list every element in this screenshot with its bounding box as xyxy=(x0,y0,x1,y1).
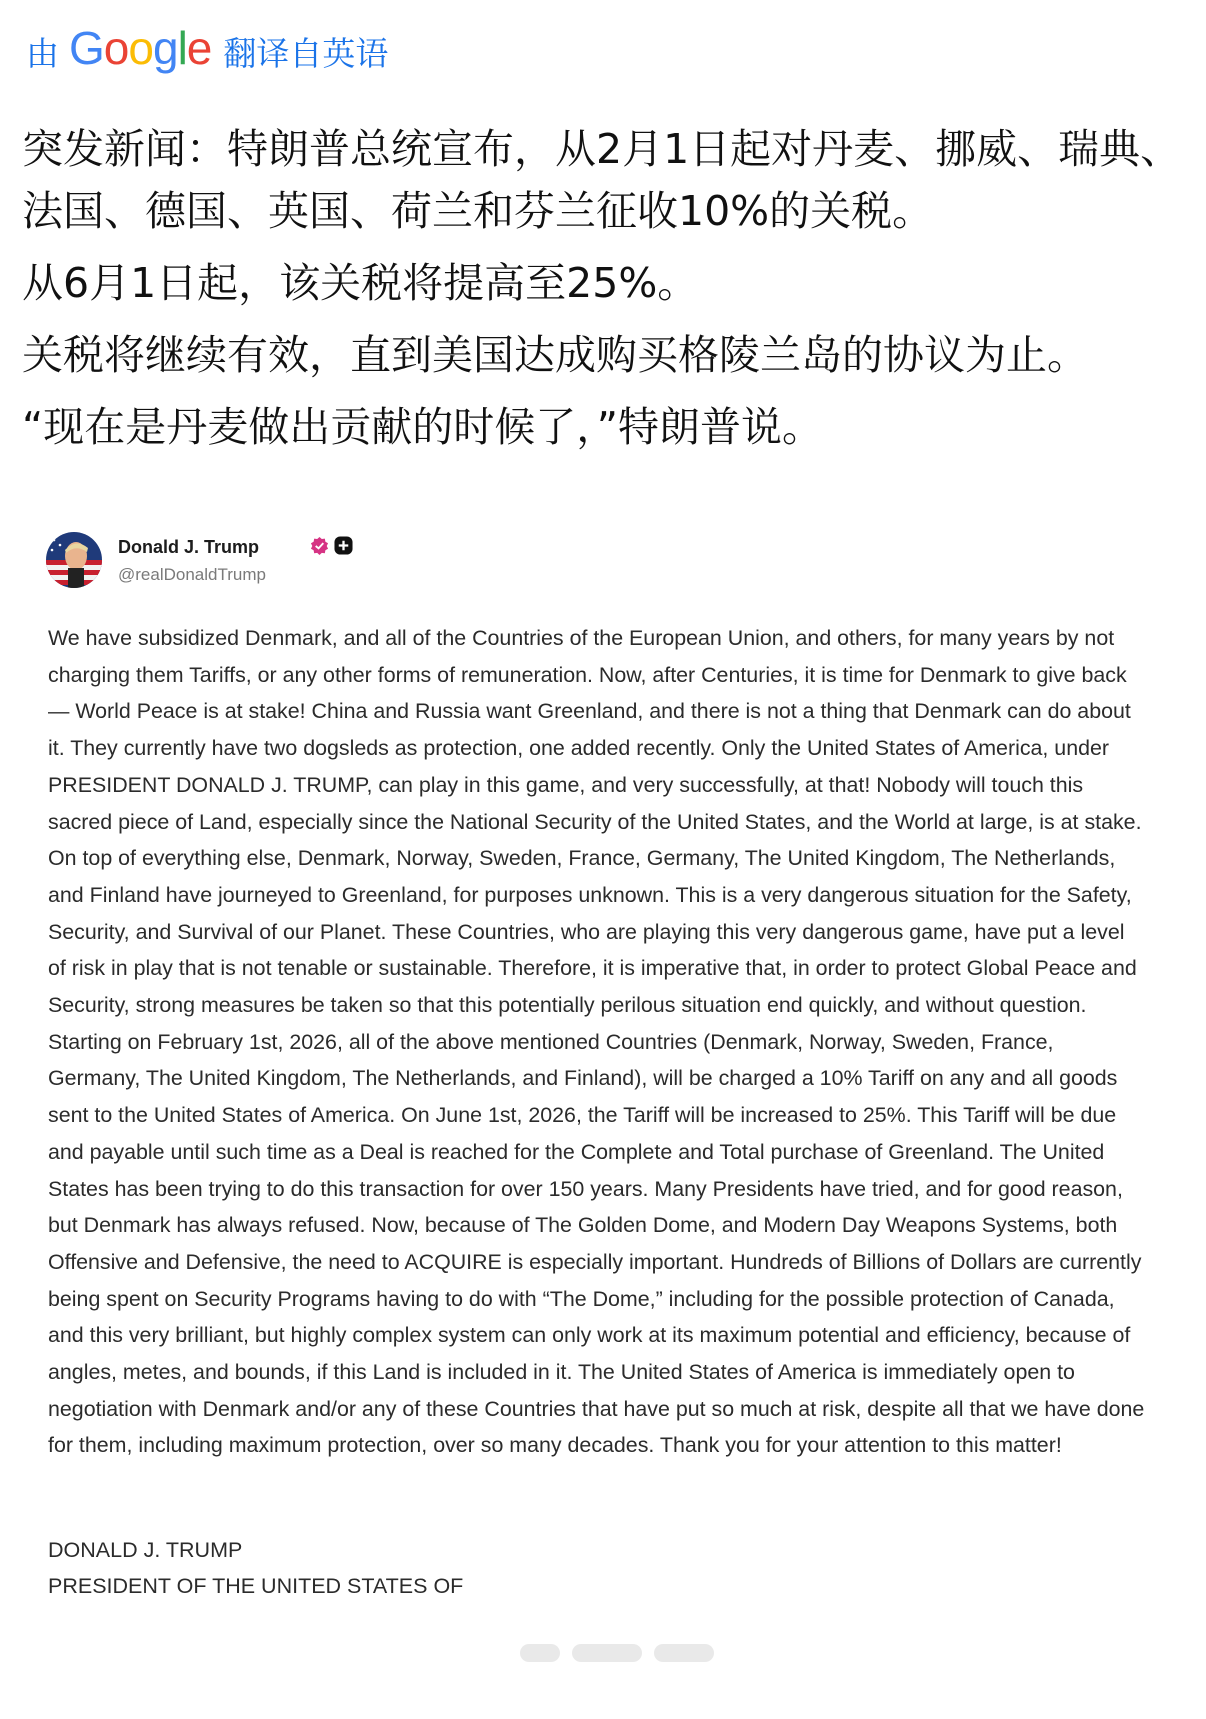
translation-paragraph: 从6月1日起，该关税将提高至25%。 xyxy=(22,259,699,307)
google-translate-attribution[interactable] xyxy=(26,22,389,74)
translation-paragraph: 关税将继续有效，直到美国达成购买格陵兰岛的协议为止。 xyxy=(22,331,1088,379)
translation-paragraph: 突发新闻：特朗普总统宣布，从2月1日起对丹麦、挪威、瑞典、法国、德国、英国、荷兰和芬兰征收10%的关税。 xyxy=(22,125,1182,235)
signature-name: DONALD J. TRUMP xyxy=(48,1538,243,1562)
by-label: 由 xyxy=(26,33,59,73)
translation-paragraph: “现在是丹麦做出贡献的时候了，”特朗普说。 xyxy=(22,403,823,451)
google-logo-letter: G xyxy=(69,22,104,74)
verified-badge-icon xyxy=(310,536,329,559)
embedded-post-screenshot xyxy=(40,520,1165,1719)
google-logo-letter: l xyxy=(177,22,187,74)
watermark-mark xyxy=(520,1644,560,1662)
google-logo-letter: e xyxy=(186,22,212,74)
post-header xyxy=(40,520,1165,590)
google-logo-letter: o xyxy=(128,22,153,74)
post-signature xyxy=(48,1532,463,1604)
watermark-mark xyxy=(572,1644,642,1662)
avatar[interactable] xyxy=(46,532,102,588)
author-name[interactable]: Donald J. Trump xyxy=(118,537,260,557)
watermark xyxy=(500,1622,1190,1682)
watermark-mark xyxy=(654,1644,714,1662)
google-logo-letter: g xyxy=(152,22,178,74)
post-body: We have subsidized Denmark, and all of the Countries of the European Union, and others, for many years by not charging them Tariffs, or any other forms of remuneration. Now, after Centuries, it is time for Denmark to give back — World Peace is at stake! China and Russia want Greenland, and there is not a thing that Denmark can do about it. They currently have two dogsleds as protection, one added recently. Only the United States of America, under PRESIDENT DONALD J. TRUMP, can play in this game, and very successfully, at that! Nobody will touch this sacred piece of Land, especially since the National Security of the United States, and the World at large, is at stake. On top of everything else, Denmark, Norway, Sweden, France, Germany, The United Kingdom, The Netherlands, and Finland have journeyed to Greenland, for purposes unknown. This is a very dangerous situation for the Safety, Security, and Survival of our Planet. These Countries, who are playing this very dangerous game, have put a level of risk in play that is not tenable or sustainable. Therefore, it is imperative that, in order to protect Global Peace and Security, strong measures be taken so that this potentially perilous situation end quickly, and without question. Starting on February 1st, 2026, all of the above mentioned Countries (Denmark, Norway, Sweden, France, Germany, The United Kingdom, The Netherlands, and Finland), will be charged a 10% Tariff on any and all goods sent to the United States of America. On June 1st, 2026, the Tariff will be increased to 25%. This Tariff will be due and payable until such time as a Deal is reached for the Complete and Total purchase of Greenland. The United States has been trying to do this transaction for over 150 years. Many Presidents have tried, and for good reason, but Denmark has always refused. Now, because of The Golden Dome, and Modern Day Weapons Systems, both Offensive and Defensive, the need to ACQUIRE is especially important. Hundreds of Billions of Dollars are currently being spent on Security Programs having to do with “The Dome,” including for the possible protection of Canada, and this very brilliant, but highly complex system can only work at its maximum potential and efficiency, because of angles, metes, and bounds, if this Land is included in it. The United States of America is immediately open to negotiation with Denmark and/or any of these Countries that have put so much at risk, despite all that we have done for them, including maximum protection, over so many decades. Thank you for your attention to this matter! xyxy=(48,626,1145,1458)
plus-icon xyxy=(334,536,353,559)
google-logo xyxy=(69,21,211,75)
translated-from-english-label: 翻译自英语 xyxy=(223,33,389,73)
google-logo-letter: o xyxy=(103,22,129,74)
signature-title: PRESIDENT OF THE UNITED STATES OF xyxy=(48,1574,464,1598)
badges xyxy=(310,536,353,559)
author-handle[interactable]: @realDonaldTrump xyxy=(118,565,266,584)
translated-text xyxy=(22,118,1182,468)
